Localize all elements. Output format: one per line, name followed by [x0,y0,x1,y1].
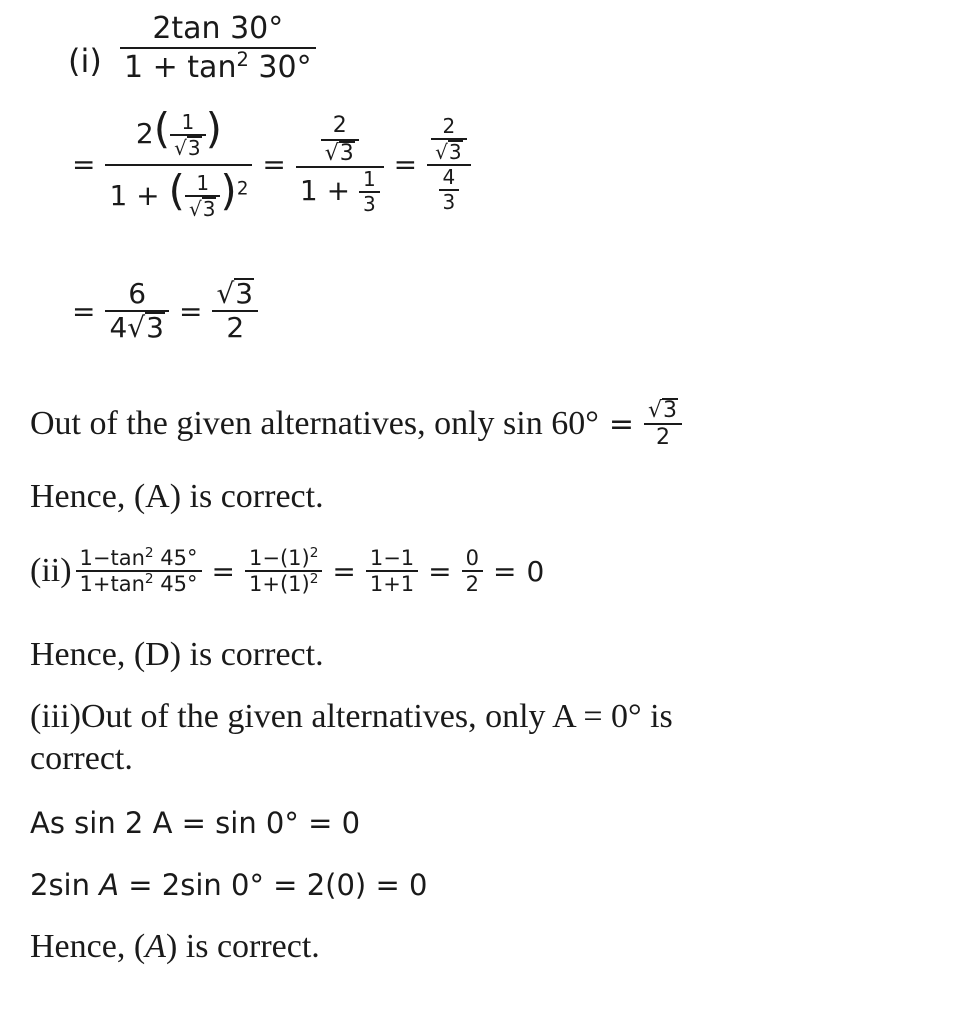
equals-sign: = [72,294,96,328]
part-iii-line-1: (iii)Out of the given alternatives, only A = 0° is [30,698,673,735]
equals-sign: = [332,554,356,588]
equals-sign: = [393,148,418,181]
step-3-fraction: $\frac{\frac{2}{√3}}{\frac{4}{3}}$ [427,115,470,214]
part-iii-line-2: correct. [30,740,133,777]
step-4-fraction: $\frac{6}{4√3}$ [105,278,169,344]
equals-sign: = [211,554,235,588]
step-4-line [72,278,258,344]
step-5-fraction: $\frac{√3}{2}$ [212,278,258,344]
question-numerator: 2tan 30° [152,11,284,46]
question-fraction [120,12,316,85]
part-i-label: (i) [68,42,102,80]
hence-a-correct-iii: Hence, (A) is correct. [30,928,320,965]
hence-a-correct-i: Hence, (A) is correct. [30,478,324,515]
step-1-line [72,104,471,221]
ii-fraction-3: $\frac{1-1}{1+1}$ [366,546,418,596]
ii-fraction-1: $\frac{1-\tan^2 45^\circ}{1+\tan^2 45^\circ}$ [76,546,202,596]
equals-sign: = [428,554,452,588]
part-iii-line-3: As sin 2 A = sin 0° = 0 [30,806,361,840]
sqrt3-over-2-fraction: $\frac{√3}{2}$ [644,398,682,451]
conclusion-i-text: Out of the given alternatives, only sin 60° [30,405,599,443]
equals-sign: = [262,148,286,181]
step-1-fraction: 2( $\frac{1}{√3}$ ) 1 + ( $\frac{1}{√3}$ )$^2$ [105,108,252,221]
question-denominator: $1 + \tan^2 30^\circ$ [124,47,312,85]
equals-sign: = [608,406,634,442]
equals-sign: = [72,148,96,181]
equals-sign: = [493,554,517,588]
part-ii-line [30,546,544,596]
ii-fraction-2: $\frac{1-(1)^2}{1+(1)^2}$ [245,546,322,596]
ii-fraction-4: $\frac{0}{2}$ [462,546,483,596]
equals-sign: = [178,294,203,328]
part-iii-line-4: 2sin A = 2sin 0° = 2(0) = 0 [30,868,428,902]
conclusion-i-line [30,398,682,451]
ii-result: 0 [526,554,545,588]
step-2-fraction: $\frac{2}{√3}$ 1 + $\frac{1}{3}$ [296,113,384,216]
hence-d-correct: Hence, (D) is correct. [30,636,324,673]
part-ii-label: (ii) [30,552,72,590]
